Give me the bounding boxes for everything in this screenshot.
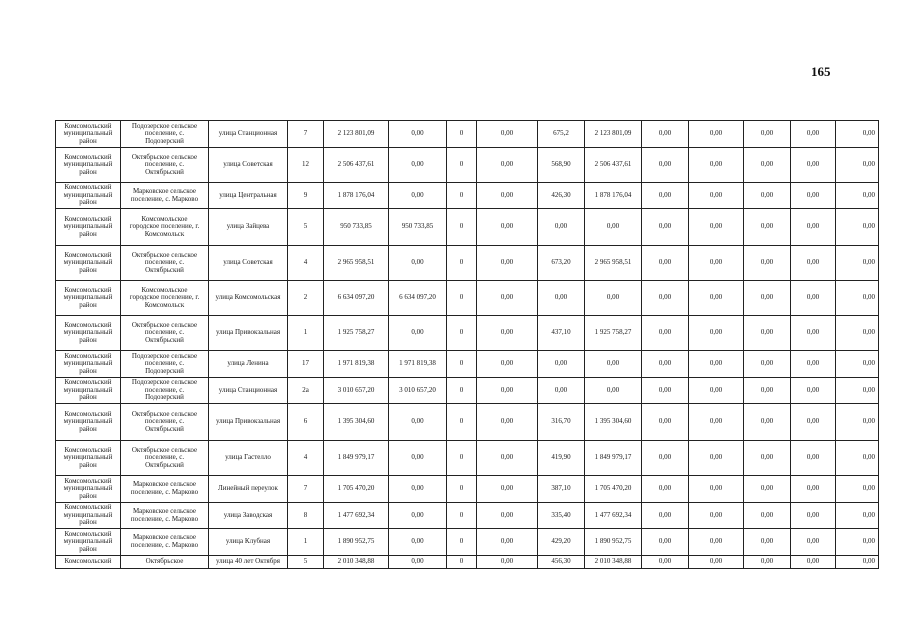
cell-amount-col15: 0,00 bbox=[836, 556, 879, 569]
cell-settlement: Подозерское сельское поселение, с. Подозерский bbox=[121, 378, 209, 404]
cell-area: 673,20 bbox=[538, 246, 585, 281]
cell-amount-col10: 1 878 176,04 bbox=[585, 183, 642, 209]
cell-district: Комсомольский муниципальный район bbox=[56, 351, 121, 378]
cell-amount-col8: 0,00 bbox=[477, 209, 538, 246]
cell-settlement: Марковское сельское поселение, с. Марково bbox=[121, 503, 209, 529]
cell-settlement: Подозерское сельское поселение, с. Подозерский bbox=[121, 351, 209, 378]
cell-count-col7: 0 bbox=[447, 246, 477, 281]
cell-house-number: 8 bbox=[288, 503, 324, 529]
cell-area: 0,00 bbox=[538, 281, 585, 316]
cell-amount-col15: 0,00 bbox=[836, 503, 879, 529]
cell-settlement: Подозерское сельское поселение, с. Подозерский bbox=[121, 121, 209, 148]
cell-amount-col8: 0,00 bbox=[477, 281, 538, 316]
table-row bbox=[56, 476, 879, 503]
cell-area: 0,00 bbox=[538, 378, 585, 404]
cell-amount-col8: 0,00 bbox=[477, 503, 538, 529]
cell-amount-col14: 0,00 bbox=[791, 529, 836, 556]
cell-amount-col12: 0,00 bbox=[689, 378, 744, 404]
cell-street: улица Гастелло bbox=[209, 441, 288, 476]
cell-amount-col11: 0,00 bbox=[642, 404, 689, 441]
cell-amount-col8: 0,00 bbox=[477, 378, 538, 404]
cell-count-col7: 0 bbox=[447, 476, 477, 503]
cell-street: Линейный переулок bbox=[209, 476, 288, 503]
cell-area: 429,20 bbox=[538, 529, 585, 556]
cell-amount-col13: 0,00 bbox=[744, 529, 791, 556]
cell-count-col7: 0 bbox=[447, 441, 477, 476]
cell-count-col7: 0 bbox=[447, 148, 477, 183]
cell-amount-col11: 0,00 bbox=[642, 503, 689, 529]
cell-settlement: Октябрьское сельское поселение, с. Октябрьский bbox=[121, 316, 209, 351]
cell-amount-col10: 1 890 952,75 bbox=[585, 529, 642, 556]
cell-settlement: Октябрьское сельское поселение, с. Октябрьский bbox=[121, 148, 209, 183]
table-row bbox=[56, 441, 879, 476]
cell-house-number: 6 bbox=[288, 404, 324, 441]
cell-amount-col11: 0,00 bbox=[642, 529, 689, 556]
cell-amount-col14: 0,00 bbox=[791, 121, 836, 148]
cell-settlement: Октябрьское сельское поселение, с. Октябрьский bbox=[121, 404, 209, 441]
cell-amount-col6: 0,00 bbox=[389, 529, 447, 556]
cell-amount-col14: 0,00 bbox=[791, 148, 836, 183]
cell-area: 316,70 bbox=[538, 404, 585, 441]
cell-area: 387,10 bbox=[538, 476, 585, 503]
cell-house-number: 5 bbox=[288, 209, 324, 246]
cell-amount-col15: 0,00 bbox=[836, 148, 879, 183]
cell-amount-col6: 0,00 bbox=[389, 556, 447, 569]
cell-house-number: 4 bbox=[288, 246, 324, 281]
cell-count-col7: 0 bbox=[447, 529, 477, 556]
cell-amount-col8: 0,00 bbox=[477, 316, 538, 351]
cell-amount-total: 2 123 801,09 bbox=[324, 121, 389, 148]
cell-street: улица Привокзальная bbox=[209, 404, 288, 441]
cell-amount-col11: 0,00 bbox=[642, 316, 689, 351]
cell-amount-col14: 0,00 bbox=[791, 209, 836, 246]
cell-amount-total: 1 395 304,60 bbox=[324, 404, 389, 441]
cell-amount-col11: 0,00 bbox=[642, 148, 689, 183]
cell-settlement: Комсомольское городское поселение, г. Комсомольск bbox=[121, 209, 209, 246]
cell-amount-col11: 0,00 bbox=[642, 556, 689, 569]
cell-district: Комсомольский муниципальный район bbox=[56, 529, 121, 556]
cell-amount-col12: 0,00 bbox=[689, 246, 744, 281]
table-row bbox=[56, 121, 879, 148]
cell-amount-col11: 0,00 bbox=[642, 246, 689, 281]
cell-amount-col6: 0,00 bbox=[389, 503, 447, 529]
cell-district: Комсомольский муниципальный район bbox=[56, 281, 121, 316]
cell-amount-col10: 1 849 979,17 bbox=[585, 441, 642, 476]
cell-amount-col15: 0,00 bbox=[836, 404, 879, 441]
cell-amount-col12: 0,00 bbox=[689, 148, 744, 183]
table-body bbox=[56, 121, 879, 569]
cell-area: 437,10 bbox=[538, 316, 585, 351]
cell-street: улица Центральная bbox=[209, 183, 288, 209]
cell-amount-col10: 2 506 437,61 bbox=[585, 148, 642, 183]
cell-count-col7: 0 bbox=[447, 378, 477, 404]
cell-amount-col6: 950 733,85 bbox=[389, 209, 447, 246]
cell-amount-col6: 0,00 bbox=[389, 476, 447, 503]
cell-settlement: Октябрьское bbox=[121, 556, 209, 569]
cell-amount-col12: 0,00 bbox=[689, 209, 744, 246]
cell-area: 568,90 bbox=[538, 148, 585, 183]
cell-amount-col8: 0,00 bbox=[477, 148, 538, 183]
cell-amount-col14: 0,00 bbox=[791, 316, 836, 351]
cell-amount-col6: 6 634 097,20 bbox=[389, 281, 447, 316]
cell-street: улица Ленина bbox=[209, 351, 288, 378]
cell-area: 426,30 bbox=[538, 183, 585, 209]
cell-amount-col13: 0,00 bbox=[744, 209, 791, 246]
cell-amount-col10: 0,00 bbox=[585, 209, 642, 246]
cell-count-col7: 0 bbox=[447, 209, 477, 246]
cell-amount-col8: 0,00 bbox=[477, 121, 538, 148]
cell-house-number: 2 bbox=[288, 281, 324, 316]
cell-amount-col6: 0,00 bbox=[389, 441, 447, 476]
cell-amount-col8: 0,00 bbox=[477, 404, 538, 441]
cell-amount-total: 1 705 470,20 bbox=[324, 476, 389, 503]
cell-amount-col6: 1 971 819,38 bbox=[389, 351, 447, 378]
cell-settlement: Марковское сельское поселение, с. Марково bbox=[121, 183, 209, 209]
cell-area: 675,2 bbox=[538, 121, 585, 148]
cell-amount-col10: 2 123 801,09 bbox=[585, 121, 642, 148]
cell-amount-col11: 0,00 bbox=[642, 441, 689, 476]
cell-amount-col12: 0,00 bbox=[689, 476, 744, 503]
cell-amount-col10: 1 477 692,34 bbox=[585, 503, 642, 529]
cell-amount-col14: 0,00 bbox=[791, 378, 836, 404]
cell-amount-col13: 0,00 bbox=[744, 441, 791, 476]
cell-amount-col15: 0,00 bbox=[836, 183, 879, 209]
cell-amount-col8: 0,00 bbox=[477, 529, 538, 556]
cell-amount-col13: 0,00 bbox=[744, 476, 791, 503]
cell-count-col7: 0 bbox=[447, 121, 477, 148]
cell-amount-col14: 0,00 bbox=[791, 183, 836, 209]
cell-amount-total: 1 849 979,17 bbox=[324, 441, 389, 476]
cell-amount-col13: 0,00 bbox=[744, 351, 791, 378]
cell-count-col7: 0 bbox=[447, 281, 477, 316]
cell-amount-col14: 0,00 bbox=[791, 246, 836, 281]
cell-house-number: 7 bbox=[288, 121, 324, 148]
cell-house-number: 2а bbox=[288, 378, 324, 404]
cell-amount-col13: 0,00 bbox=[744, 378, 791, 404]
cell-district: Комсомольский муниципальный район bbox=[56, 148, 121, 183]
cell-amount-col8: 0,00 bbox=[477, 476, 538, 503]
cell-settlement: Марковское сельское поселение, с. Марково bbox=[121, 476, 209, 503]
cell-amount-col14: 0,00 bbox=[791, 441, 836, 476]
cell-amount-col12: 0,00 bbox=[689, 529, 744, 556]
cell-district: Комсомольский муниципальный район bbox=[56, 378, 121, 404]
table-row bbox=[56, 316, 879, 351]
cell-street: улица Советская bbox=[209, 148, 288, 183]
cell-amount-col11: 0,00 bbox=[642, 121, 689, 148]
cell-amount-total: 1 925 758,27 bbox=[324, 316, 389, 351]
table-row bbox=[56, 404, 879, 441]
cell-amount-total: 1 890 952,75 bbox=[324, 529, 389, 556]
table-row bbox=[56, 209, 879, 246]
cell-amount-col12: 0,00 bbox=[689, 281, 744, 316]
cell-amount-col13: 0,00 bbox=[744, 121, 791, 148]
cell-amount-col10: 1 925 758,27 bbox=[585, 316, 642, 351]
cell-district: Комсомольский муниципальный район bbox=[56, 246, 121, 281]
cell-district: Комсомольский bbox=[56, 556, 121, 569]
cell-amount-col10: 0,00 bbox=[585, 351, 642, 378]
cell-amount-col6: 0,00 bbox=[389, 121, 447, 148]
cell-street: улица Заводская bbox=[209, 503, 288, 529]
cell-amount-total: 2 965 958,51 bbox=[324, 246, 389, 281]
cell-amount-total: 1 477 692,34 bbox=[324, 503, 389, 529]
cell-count-col7: 0 bbox=[447, 503, 477, 529]
cell-amount-col15: 0,00 bbox=[836, 281, 879, 316]
cell-amount-col6: 0,00 bbox=[389, 183, 447, 209]
cell-house-number: 1 bbox=[288, 529, 324, 556]
table-row bbox=[56, 281, 879, 316]
cell-amount-col13: 0,00 bbox=[744, 404, 791, 441]
cell-amount-col15: 0,00 bbox=[836, 246, 879, 281]
cell-amount-col10: 0,00 bbox=[585, 281, 642, 316]
cell-amount-col15: 0,00 bbox=[836, 378, 879, 404]
cell-house-number: 17 bbox=[288, 351, 324, 378]
cell-amount-col12: 0,00 bbox=[689, 183, 744, 209]
cell-settlement: Октябрьское сельское поселение, с. Октябрьский bbox=[121, 246, 209, 281]
cell-amount-col8: 0,00 bbox=[477, 556, 538, 569]
cell-amount-col15: 0,00 bbox=[836, 351, 879, 378]
table-row bbox=[56, 246, 879, 281]
cell-count-col7: 0 bbox=[447, 351, 477, 378]
cell-amount-col14: 0,00 bbox=[791, 476, 836, 503]
cell-settlement: Марковское сельское поселение, с. Марково bbox=[121, 529, 209, 556]
cell-amount-col15: 0,00 bbox=[836, 441, 879, 476]
cell-amount-col12: 0,00 bbox=[689, 503, 744, 529]
cell-amount-col11: 0,00 bbox=[642, 281, 689, 316]
cell-street: улица 40 лет Октября bbox=[209, 556, 288, 569]
cell-street: улица Зайцева bbox=[209, 209, 288, 246]
cell-amount-col15: 0,00 bbox=[836, 476, 879, 503]
cell-amount-col14: 0,00 bbox=[791, 503, 836, 529]
cell-street: улица Комсомольская bbox=[209, 281, 288, 316]
cell-count-col7: 0 bbox=[447, 556, 477, 569]
cell-district: Комсомольский муниципальный район bbox=[56, 121, 121, 148]
data-table bbox=[55, 120, 879, 569]
cell-amount-col14: 0,00 bbox=[791, 556, 836, 569]
cell-amount-col12: 0,00 bbox=[689, 441, 744, 476]
cell-amount-col11: 0,00 bbox=[642, 209, 689, 246]
cell-amount-col10: 1 395 304,60 bbox=[585, 404, 642, 441]
table-row bbox=[56, 351, 879, 378]
cell-house-number: 1 bbox=[288, 316, 324, 351]
cell-amount-col6: 0,00 bbox=[389, 316, 447, 351]
cell-settlement: Октябрьское сельское поселение, с. Октябрьский bbox=[121, 441, 209, 476]
cell-amount-col15: 0,00 bbox=[836, 209, 879, 246]
cell-district: Комсомольский муниципальный район bbox=[56, 183, 121, 209]
cell-amount-col13: 0,00 bbox=[744, 183, 791, 209]
cell-amount-col12: 0,00 bbox=[689, 351, 744, 378]
cell-amount-col10: 2 965 958,51 bbox=[585, 246, 642, 281]
cell-amount-col14: 0,00 bbox=[791, 404, 836, 441]
cell-amount-col15: 0,00 bbox=[836, 316, 879, 351]
cell-amount-col12: 0,00 bbox=[689, 404, 744, 441]
cell-amount-col12: 0,00 bbox=[689, 556, 744, 569]
cell-area: 0,00 bbox=[538, 209, 585, 246]
cell-amount-col14: 0,00 bbox=[791, 281, 836, 316]
cell-amount-col6: 3 010 657,20 bbox=[389, 378, 447, 404]
cell-amount-col11: 0,00 bbox=[642, 183, 689, 209]
cell-settlement: Комсомольское городское поселение, г. Комсомольск bbox=[121, 281, 209, 316]
cell-area: 335,40 bbox=[538, 503, 585, 529]
cell-amount-total: 2 010 348,88 bbox=[324, 556, 389, 569]
cell-amount-col6: 0,00 bbox=[389, 246, 447, 281]
cell-amount-col11: 0,00 bbox=[642, 351, 689, 378]
cell-amount-col8: 0,00 bbox=[477, 183, 538, 209]
cell-amount-col13: 0,00 bbox=[744, 246, 791, 281]
cell-area: 419,90 bbox=[538, 441, 585, 476]
cell-amount-col8: 0,00 bbox=[477, 441, 538, 476]
table-row bbox=[56, 503, 879, 529]
cell-amount-col14: 0,00 bbox=[791, 351, 836, 378]
cell-street: улица Привокзальная bbox=[209, 316, 288, 351]
cell-amount-col8: 0,00 bbox=[477, 351, 538, 378]
cell-amount-col13: 0,00 bbox=[744, 148, 791, 183]
cell-amount-col10: 2 010 348,88 bbox=[585, 556, 642, 569]
cell-house-number: 12 bbox=[288, 148, 324, 183]
cell-house-number: 9 bbox=[288, 183, 324, 209]
page-number: 165 bbox=[811, 64, 831, 79]
cell-amount-col10: 0,00 bbox=[585, 378, 642, 404]
cell-house-number: 5 bbox=[288, 556, 324, 569]
cell-amount-col10: 1 705 470,20 bbox=[585, 476, 642, 503]
cell-amount-col6: 0,00 bbox=[389, 148, 447, 183]
cell-street: улица Станционная bbox=[209, 121, 288, 148]
cell-amount-col12: 0,00 bbox=[689, 121, 744, 148]
cell-amount-col13: 0,00 bbox=[744, 316, 791, 351]
cell-area: 0,00 bbox=[538, 351, 585, 378]
cell-amount-col13: 0,00 bbox=[744, 503, 791, 529]
cell-amount-total: 3 010 657,20 bbox=[324, 378, 389, 404]
cell-amount-col11: 0,00 bbox=[642, 378, 689, 404]
cell-district: Комсомольский муниципальный район bbox=[56, 209, 121, 246]
cell-amount-col6: 0,00 bbox=[389, 404, 447, 441]
cell-count-col7: 0 bbox=[447, 183, 477, 209]
cell-amount-col13: 0,00 bbox=[744, 281, 791, 316]
cell-district: Комсомольский муниципальный район bbox=[56, 476, 121, 503]
cell-amount-col11: 0,00 bbox=[642, 476, 689, 503]
cell-amount-total: 2 506 437,61 bbox=[324, 148, 389, 183]
table-row bbox=[56, 148, 879, 183]
cell-street: улица Клубная bbox=[209, 529, 288, 556]
cell-amount-col15: 0,00 bbox=[836, 529, 879, 556]
cell-district: Комсомольский муниципальный район bbox=[56, 404, 121, 441]
cell-amount-total: 1 971 819,38 bbox=[324, 351, 389, 378]
cell-street: улица Советская bbox=[209, 246, 288, 281]
table-row bbox=[56, 556, 879, 569]
cell-district: Комсомольский муниципальный район bbox=[56, 316, 121, 351]
cell-amount-col15: 0,00 bbox=[836, 121, 879, 148]
cell-house-number: 4 bbox=[288, 441, 324, 476]
cell-amount-total: 950 733,85 bbox=[324, 209, 389, 246]
cell-count-col7: 0 bbox=[447, 316, 477, 351]
table-row bbox=[56, 378, 879, 404]
table-row bbox=[56, 183, 879, 209]
cell-district: Комсомольский муниципальный район bbox=[56, 441, 121, 476]
cell-count-col7: 0 bbox=[447, 404, 477, 441]
cell-district: Комсомольский муниципальный район bbox=[56, 503, 121, 529]
cell-street: улица Станционная bbox=[209, 378, 288, 404]
cell-amount-col13: 0,00 bbox=[744, 556, 791, 569]
cell-amount-col12: 0,00 bbox=[689, 316, 744, 351]
cell-area: 456,30 bbox=[538, 556, 585, 569]
table-row bbox=[56, 529, 879, 556]
cell-house-number: 7 bbox=[288, 476, 324, 503]
cell-amount-total: 1 878 176,04 bbox=[324, 183, 389, 209]
cell-amount-total: 6 634 097,20 bbox=[324, 281, 389, 316]
cell-amount-col8: 0,00 bbox=[477, 246, 538, 281]
